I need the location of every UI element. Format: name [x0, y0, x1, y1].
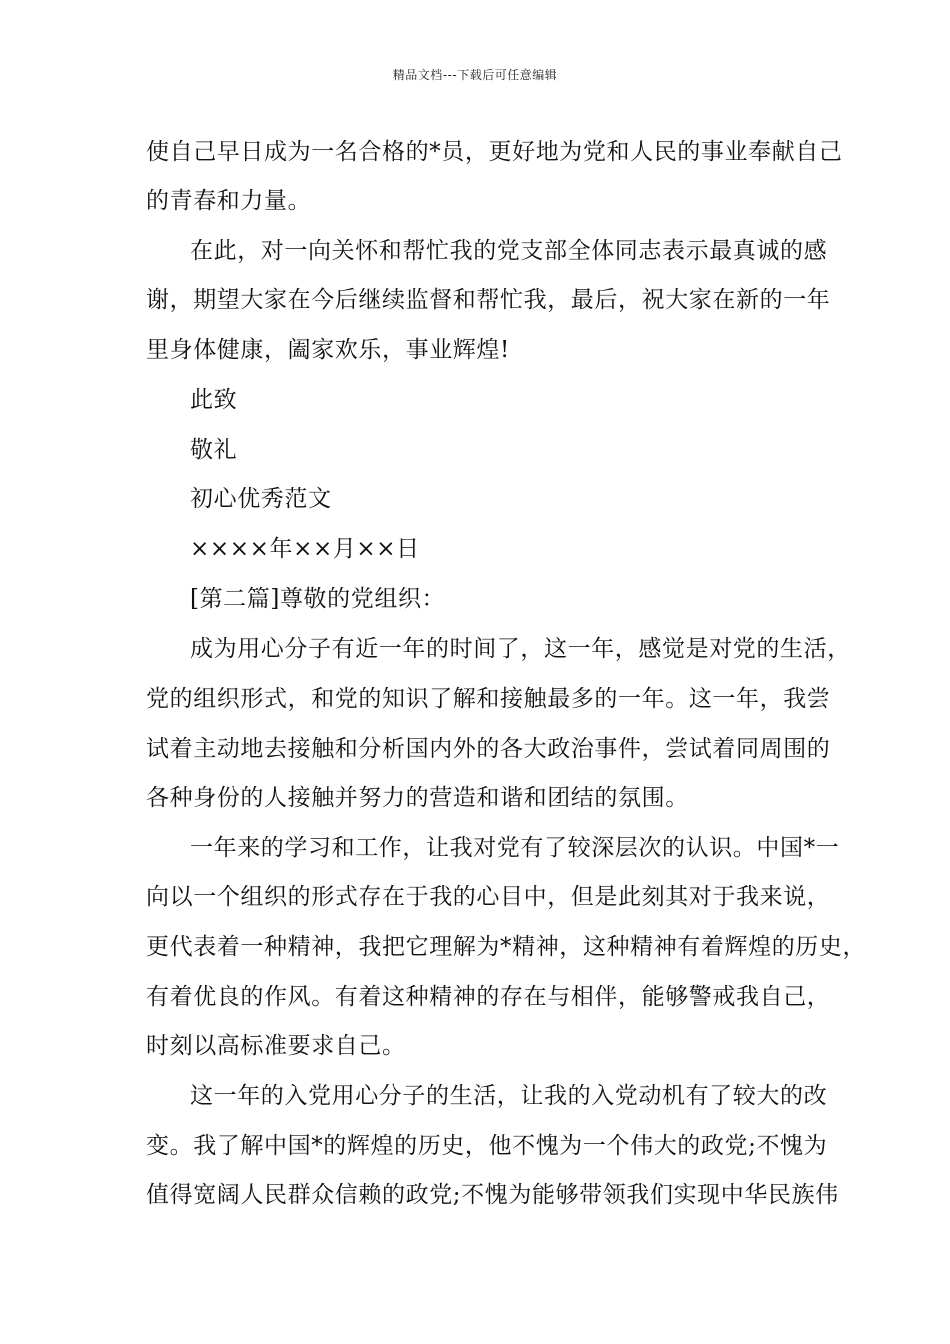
- body-line-1: 使自己早日成为一名合格的*员，更好地为党和人民的事业奉献自己: [146, 139, 843, 165]
- body-line-13: 试着主动地去接触和分析国内外的各大政治事件，尝试着同周围的: [146, 736, 831, 762]
- body-line-15: 一年来的学习和工作，让我对党有了较深层次的认识。中国*一: [190, 835, 840, 861]
- body-line-14: 各种身份的人接触并努力的营造和谐和团结的氛围。: [146, 785, 689, 811]
- page-header: 精品文档---下载后可任意编辑: [392, 68, 558, 82]
- closing-regards: 敬礼: [190, 437, 238, 463]
- body-line-12: 党的组织形式，和党的知识了解和接触最多的一年。这一年，我尝: [146, 686, 831, 712]
- body-line-4: 谢，期望大家在今后继续监督和帮忙我，最后，祝大家在新的一年: [146, 287, 831, 313]
- body-line-2: 的青春和力量。: [146, 188, 312, 214]
- body-line-22: 值得宽阔人民群众信赖的政党;不愧为能够带领我们实现中华民族伟: [146, 1182, 839, 1208]
- body-line-19: 时刻以高标准要求自己。: [146, 1033, 406, 1059]
- body-line-16: 向以一个组织的形式存在于我的心目中，但是此刻其对于我来说，: [146, 884, 831, 910]
- section-heading: [第二篇]尊敬的党组织：: [190, 586, 446, 612]
- body-line-20: 这一年的入党用心分子的生活，让我的入党动机有了较大的改: [190, 1083, 828, 1109]
- closing-salutation: 此致: [190, 387, 238, 413]
- signature-date: ××××年××月××日: [190, 536, 420, 562]
- body-line-17: 更代表着一种精神，我把它理解为*精神，这种精神有着辉煌的历史，: [146, 934, 867, 960]
- body-line-5: 里身体健康，阖家欢乐，事业辉煌!: [146, 337, 510, 363]
- body-line-18: 有着优良的作风。有着这种精神的存在与相伴，能够警戒我自己，: [146, 984, 831, 1010]
- body-line-11: 成为用心分子有近一年的时间了，这一年，感觉是对党的生活，: [190, 636, 851, 662]
- signature-name: 初心优秀范文: [190, 486, 332, 512]
- body-line-3: 在此，对一向关怀和帮忙我的党支部全体同志表示最真诚的感: [190, 238, 828, 264]
- body-line-21: 变。我了解中国*的辉煌的历史，他不愧为一个伟大的政党;不愧为: [146, 1133, 828, 1159]
